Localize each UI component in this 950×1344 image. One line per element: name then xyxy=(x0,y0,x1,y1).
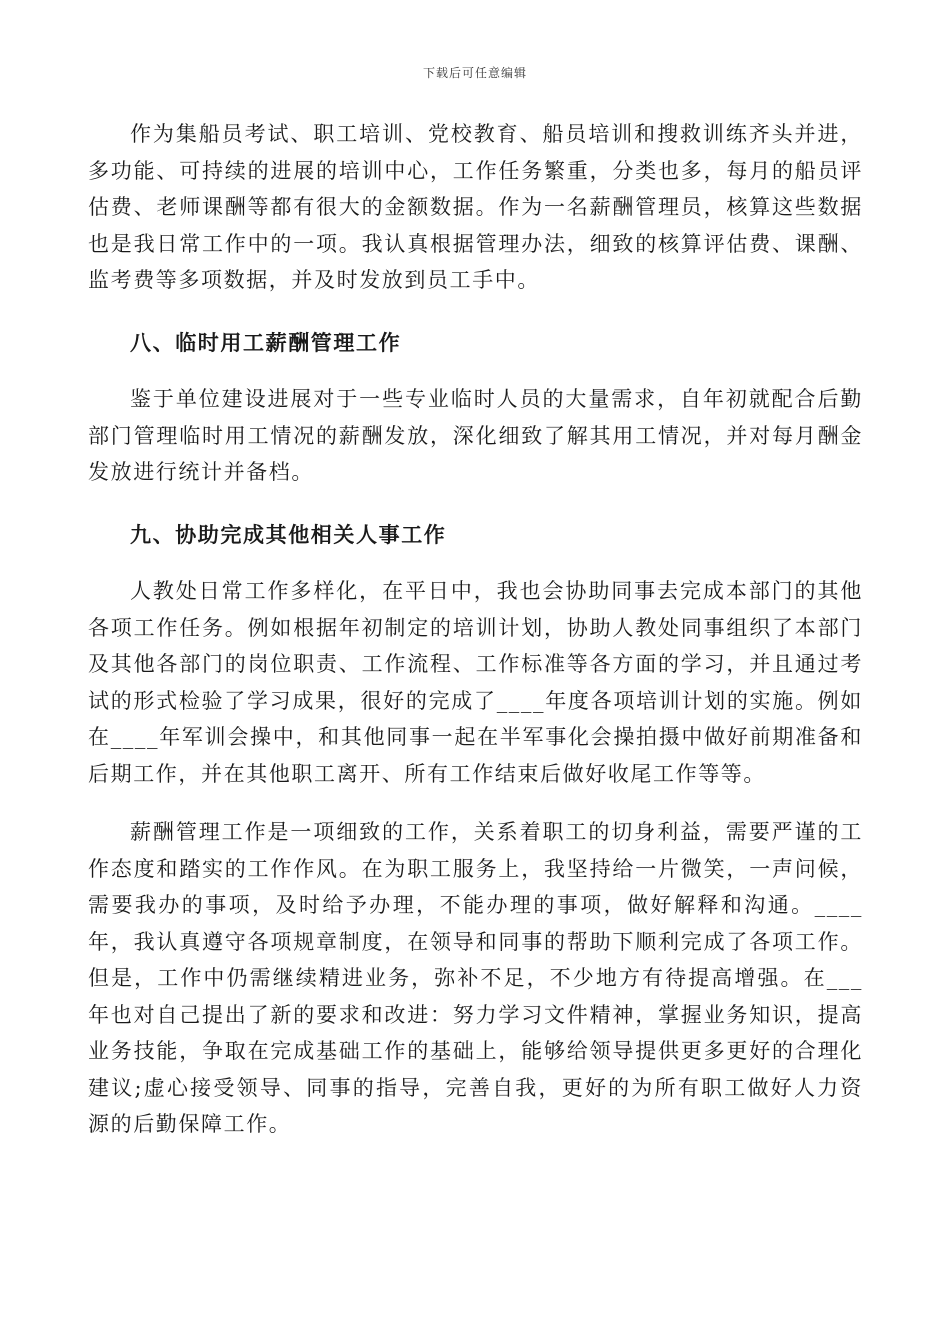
paragraph-assist-other-work: 人教处日常工作多样化，在平日中，我也会协助同事去完成本部门的其他各项工作任务。例如根据年初制定的培训计划，协助人教处同事组织了本部门及其他各部门的岗位职责、工作流程、工作标准等各方面的学习，并且通过考试的形式检验了学习成果，很好的完成了____年度各项培训计划的实施。例如在____年军训会操中，和其他同事一起在半军事化会操拍摄中做好前期准备和后期工作，并在其他职工离开、所有工作结束后做好收尾工作等等。 xyxy=(88,579,863,786)
spacer xyxy=(88,553,863,573)
spacer xyxy=(88,299,863,325)
document-body xyxy=(88,116,863,1143)
spacer xyxy=(88,792,863,814)
paragraph-temporary-staff: 鉴于单位建设进展对于一些专业临时人员的大量需求，自年初就配合后勤部门管理临时用工情况的薪酬发放，深化细致了解其用工情况，并对每月酬金发放进行统计并备档。 xyxy=(88,387,863,484)
paragraph-salary-accounting: 作为集船员考试、职工培训、党校教育、船员培训和搜救训练齐头并进，多功能、可持续的进展的培训中心，工作任务繁重，分类也多，每月的船员评估费、老师课酬等都有很大的金额数据。作为一名薪酬管理员，核算这些数据也是我日常工作中的一项。我认真根据管理办法，细致的核算评估费、课酬、监考费等多项数据，并及时发放到员工手中。 xyxy=(88,122,863,292)
section-heading-9: 九、协助完成其他相关人事工作 xyxy=(130,522,447,547)
section-heading-8: 八、临时用工薪酬管理工作 xyxy=(130,330,402,355)
page-header-note: 下载后可任意编辑 xyxy=(422,66,527,80)
spacer xyxy=(88,361,863,381)
spacer xyxy=(88,491,863,517)
paragraph-summary: 薪酬管理工作是一项细致的工作，关系着职工的切身利益，需要严谨的工作态度和踏实的工作作风。在为职工服务上，我坚持给一片微笑，一声问候，需要我办的事项，及时给予办理，不能办理的事项，做好解释和沟通。____年，我认真遵守各项规章制度，在领导和同事的帮助下顺利完成了各项工作。但是，工作中仍需继续精进业务，弥补不足，不少地方有待提高增强。在___年也对自己提出了新的要求和改进：努力学习文件精神，掌握业务知识，提高业务技能，争取在完成基础工作的基础上，能够给领导提供更多更好的合理化建议;虚心接受领导、同事的指导，完善自我，更好的为所有职工做好人力资源的后勤保障工作。 xyxy=(88,820,863,1136)
